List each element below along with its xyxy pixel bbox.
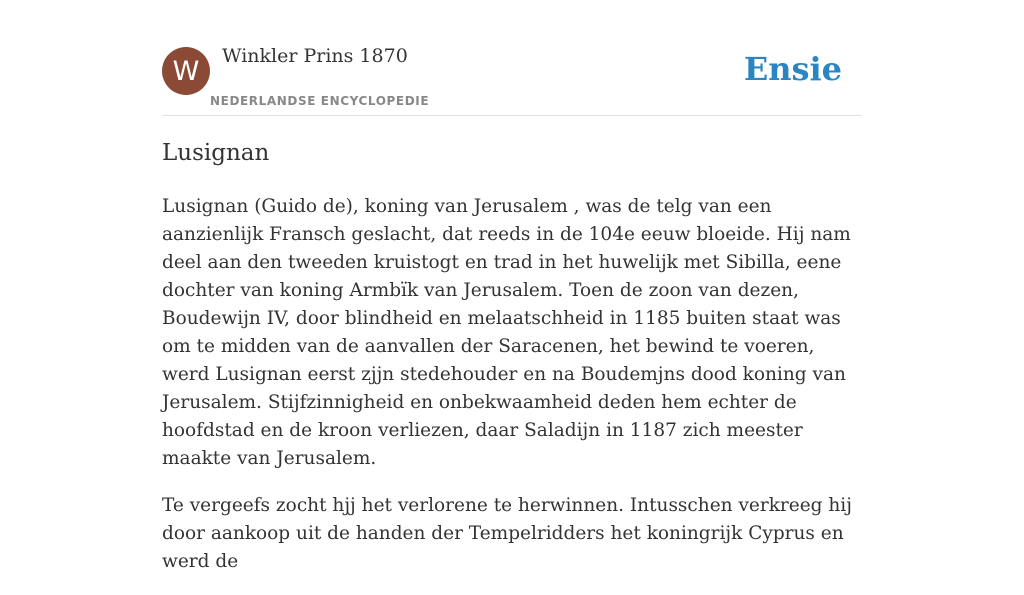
source-title[interactable]: Winkler Prins 1870 bbox=[222, 45, 408, 67]
paragraph: Te vergeefs zocht hjj het verlorene te herwinnen. Intusschen verkreeg hij door aankoop uit de handen der Tempelridders het koningrijk Cyprus en werd de bbox=[162, 495, 852, 572]
source-subtitle: NEDERLANDSE ENCYCLOPEDIE bbox=[210, 94, 430, 108]
header bbox=[162, 0, 862, 116]
source-avatar[interactable]: W bbox=[162, 47, 210, 95]
page-title: Lusignan bbox=[162, 140, 270, 166]
brand-logo[interactable]: Ensie bbox=[743, 50, 842, 88]
page bbox=[162, 0, 862, 572]
paragraph: Lusignan (Guido de), koning van Jerusalem , was de telg van een aanzienlijk Fransch geslacht, dat reeds in de 104e eeuw bloeide. Hij nam deel aan den tweeden kruistogt en trad in het huwelijk met Sibilla, eene dochter van koning Armbïk van Jerusalem. Toen de zoon van dezen, Boudewijn IV, door blindheid en melaatschheid in 1185 buiten staat was om te midden van de aanvallen der Saracenen, het bewind te voeren, werd Lusignan eerst zjjn stedehouder en na Boudemjns dood koning van Jerusalem. Stijfzinnigheid en onbekwaamheid deden hem echter de hoofdstad en de kroon verliezen, daar Saladijn in 1187 zich meester maakte van Jerusalem. bbox=[162, 196, 851, 469]
article-body bbox=[162, 193, 864, 595]
